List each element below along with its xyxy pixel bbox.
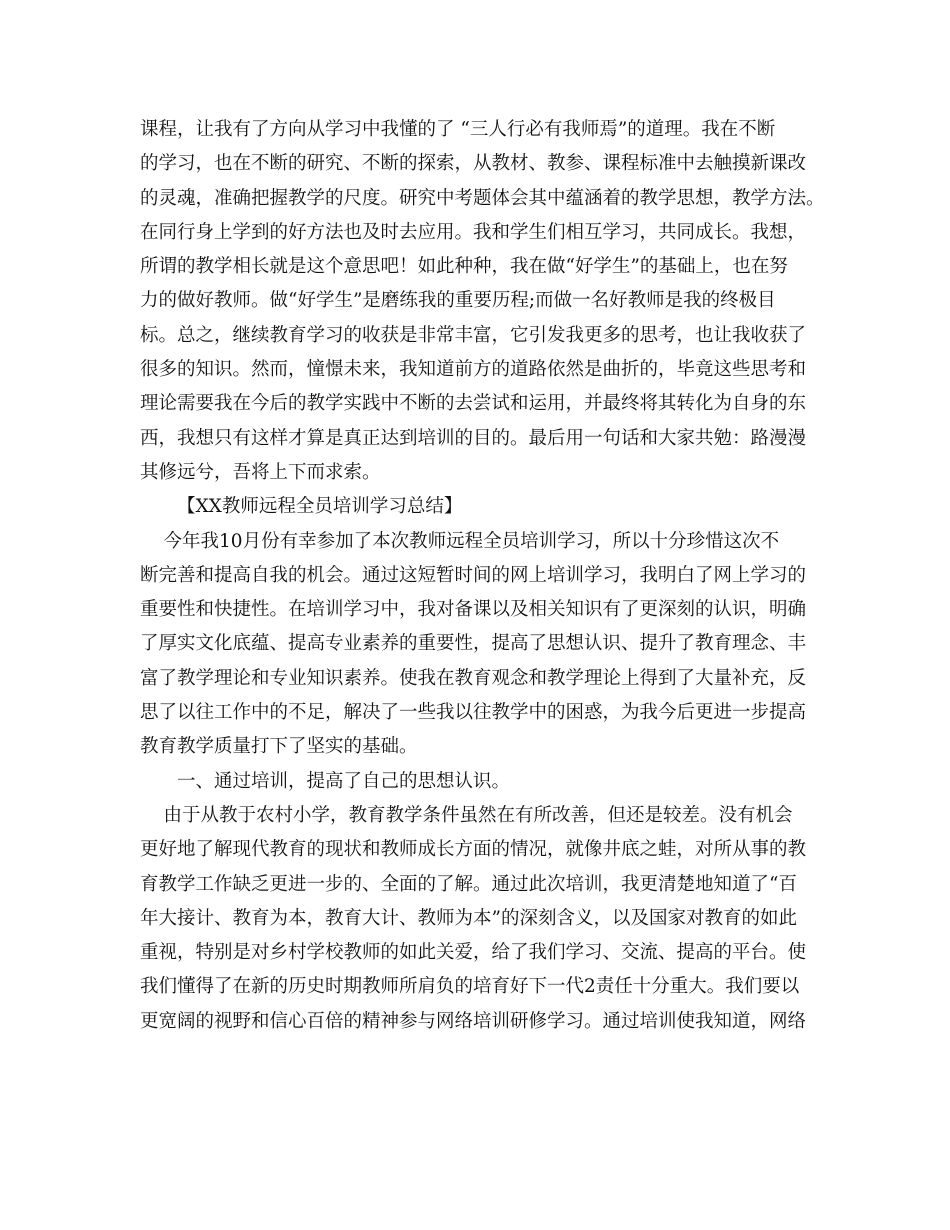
paragraph-continuation xyxy=(140,113,825,490)
paragraph-intro xyxy=(140,525,810,765)
text-line: 标。总之，继续教育学习的收获是非常丰富，它引发我更多的思考，也让我收获了 xyxy=(140,324,807,346)
text-line: 思了以往工作中的不足，解决了一些我以往教学中的困惑，为我今后更进一步提高 xyxy=(140,702,807,724)
section-title xyxy=(140,490,810,524)
text-line: 由于从教于农村小学，教育教学条件虽然在有所改善，但还是较差。没有机会 xyxy=(140,804,793,826)
text-line: 西，我想只有这样才算是真正达到培训的目的。最后用一句话和大家共勉：路漫漫 xyxy=(140,427,807,449)
text-line: 在同行身上学到的好方法也及时去应用。我和学生们相互学习，共同成长。我想， xyxy=(140,221,807,243)
text-line: 力的做好教师。做“好学生”是磨练我的重要历程;而做一名好教师是我的终极目 xyxy=(140,290,776,312)
text-line: 今年我10月份有幸参加了本次教师远程全员培训学习，所以十分珍惜这次不 xyxy=(140,530,780,552)
text-line: 断完善和提高自我的机会。通过这短暂时间的网上培训学习，我明白了网上学习的 xyxy=(140,564,807,586)
text-line: 其修远兮，吾将上下而求索。 xyxy=(140,461,381,483)
text-line: 了厚实文化底蕴、提高专业素养的重要性，提高了思想认识、提升了教育理念、丰 xyxy=(140,633,807,655)
text-line: 教育教学质量打下了坚实的基础。 xyxy=(140,736,418,758)
text-line: 理论需要我在今后的教学实践中不断的去尝试和运用，并最终将其转化为自身的东 xyxy=(140,393,807,415)
text-line: 富了教学理论和专业知识素养。使我在教育观念和教学理论上得到了大量补充，反 xyxy=(140,667,807,689)
text-line: 年大接计、教育为本，教育大计、教师为本”的深刻含义，以及国家对教育的如此 xyxy=(140,907,797,929)
section-title-text: 【XX教师远程全员培训学习总结】 xyxy=(177,496,463,518)
text-line: 重视，特别是对乡村学校教师的如此关爱，给了我们学习、交流、提高的平台。使 xyxy=(140,942,807,964)
text-line: 课程，让我有了方向从学习中我懂的了 “三人行必有我师焉”的道理。我在不断 xyxy=(140,119,776,140)
text-line: 很多的知识。然而，憧憬未来，我知道前方的道路依然是曲折的，毕竟这些思考和 xyxy=(140,359,807,381)
text-line: 重要性和快捷性。在培训学习中，我对备课以及相关知识有了更深刻的认识，明确 xyxy=(140,599,807,621)
text-line: 育教学工作缺乏更进一步的、全面的了解。通过此次培训，我更清楚地知道了“百 xyxy=(140,873,797,895)
paragraph-rural xyxy=(140,799,810,1039)
text-line: 更宽阔的视野和信心百倍的精神参与网络培训研修学习。通过培训使我知道，网络 xyxy=(140,1010,807,1032)
text-line: 的学习，也在不断的研究、不断的探索，从教材、教参、课程标准中去触摸新课改 xyxy=(140,153,807,175)
text-line: 更好地了解现代教育的现状和教师成长方面的情况，就像井底之蛙，对所从事的教 xyxy=(140,839,807,861)
text-line: 所谓的教学相长就是这个意思吧！如此种种，我在做“好学生”的基础上，也在努 xyxy=(140,256,788,278)
heading-one xyxy=(140,765,810,799)
heading-one-text: 一、通过培训，提高了自己的思想认识。 xyxy=(177,770,511,792)
text-line: 的灵魂，准确把握教学的尺度。研究中考题体会其中蕴涵着的教学思想，教学方法。 xyxy=(140,187,825,209)
text-line: 我们懂得了在新的历史时期教师所肩负的培育好下一代2责任十分重大。我们要以 xyxy=(140,976,800,998)
